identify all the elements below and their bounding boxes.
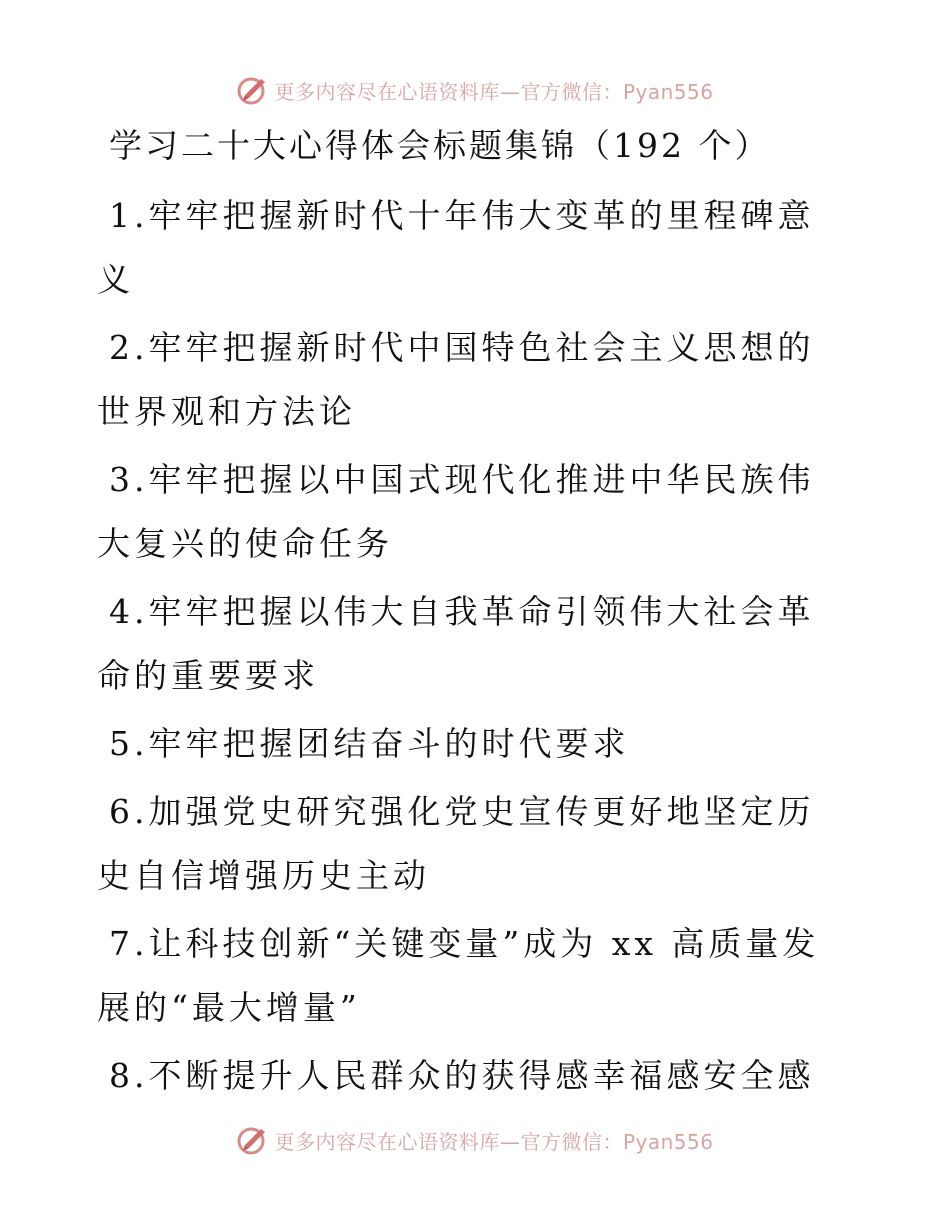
list-item: 8.不断提升人民群众的获得感幸福感安全感 <box>109 1056 815 1095</box>
watermark-text: 更多内容尽在心语资料库—官方微信：Pyan556 <box>274 1129 714 1154</box>
list-item: 4.牢牢把握以伟大自我革命引领伟大社会革命的重要要求 <box>97 592 815 695</box>
list-item: 7.让科技创新“关键变量”成为 xx 高质量发展的“最大增量” <box>97 924 820 1027</box>
watermark-text: 更多内容尽在心语资料库—官方微信：Pyan556 <box>274 79 714 104</box>
list-item: 3.牢牢把握以中国式现代化推进中华民族伟大复兴的使命任务 <box>97 460 815 563</box>
list-item: 5.牢牢把握团结奋斗的时代要求 <box>109 724 630 763</box>
document-body <box>97 120 837 1112</box>
list-item: 2.牢牢把握新时代中国特色社会主义思想的世界观和方法论 <box>97 328 815 431</box>
list-item: 6.加强党史研究强化党史宣传更好地坚定历史自信增强历史主动 <box>97 792 815 895</box>
header-watermark <box>0 70 950 110</box>
footer-watermark <box>0 1120 950 1160</box>
pen-logo-icon <box>236 1123 270 1157</box>
list-item: 1.牢牢把握新时代十年伟大变革的里程碑意义 <box>97 196 815 299</box>
document-title: 学习二十大心得体会标题集锦（192 个） <box>109 126 771 165</box>
pen-logo-icon <box>236 73 270 107</box>
